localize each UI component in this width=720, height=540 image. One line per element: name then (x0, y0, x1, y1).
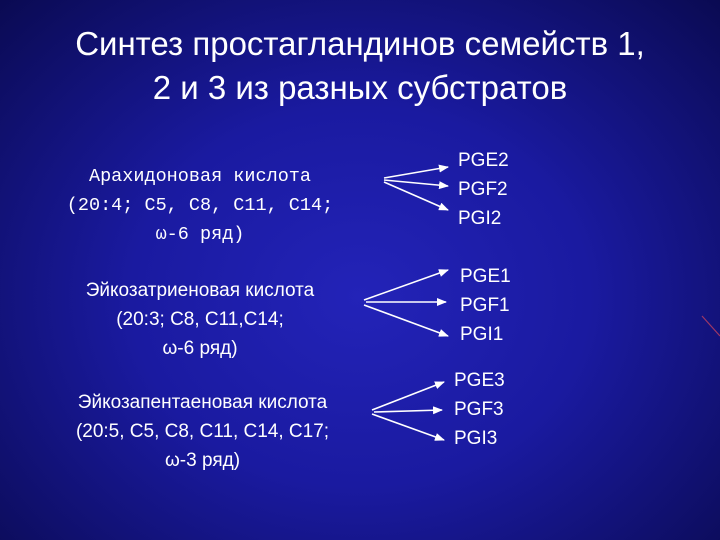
product-item: PGF1 (460, 295, 510, 316)
substrate-formula: (20:3; C8, C11,C14; (116, 309, 284, 330)
product-item: PGE2 (458, 150, 509, 171)
substrate-series: ω-3 ряд) (164, 450, 241, 471)
substrate-name: Арахидоновая кислота (88, 166, 312, 187)
substrate-series: ω-6 ряд) (162, 338, 238, 359)
product-item: PGI3 (454, 428, 498, 449)
arrow-to-pgf3 (374, 410, 442, 412)
product-item: PGF2 (458, 179, 508, 200)
substrate-name: Эйкозатриеновая кислота (85, 280, 315, 301)
product-item: PGI2 (458, 208, 502, 229)
product-item: PGF3 (454, 399, 504, 420)
slide-title-line-2: 2 и 3 из разных субстратов (152, 69, 568, 106)
substrate-series: ω-6 ряд) (155, 224, 245, 245)
arrow-to-pgf2 (384, 180, 448, 186)
arrow-to-pge3 (372, 382, 444, 410)
substrate-formula: (20:4; C5, C8, C11, C14; (66, 195, 334, 216)
arrow-to-pge1 (364, 270, 448, 300)
product-item: PGI1 (460, 324, 504, 345)
arrow-to-pgi3 (372, 414, 444, 440)
substrate-name: Эйкозапентаеновая кислота (77, 392, 328, 413)
slide-title-line-1: Синтез простагландинов семейств 1, (75, 25, 645, 62)
product-item: PGE1 (460, 266, 511, 287)
substrate-formula: (20:5, C5, C8, C11, C14, C17; (75, 421, 330, 442)
arrow-to-pgi1 (364, 305, 448, 336)
product-item: PGE3 (454, 370, 505, 391)
arrow-to-pge2 (384, 167, 448, 178)
decorative-streak (702, 316, 720, 336)
arrow-to-pgi2 (384, 182, 448, 210)
